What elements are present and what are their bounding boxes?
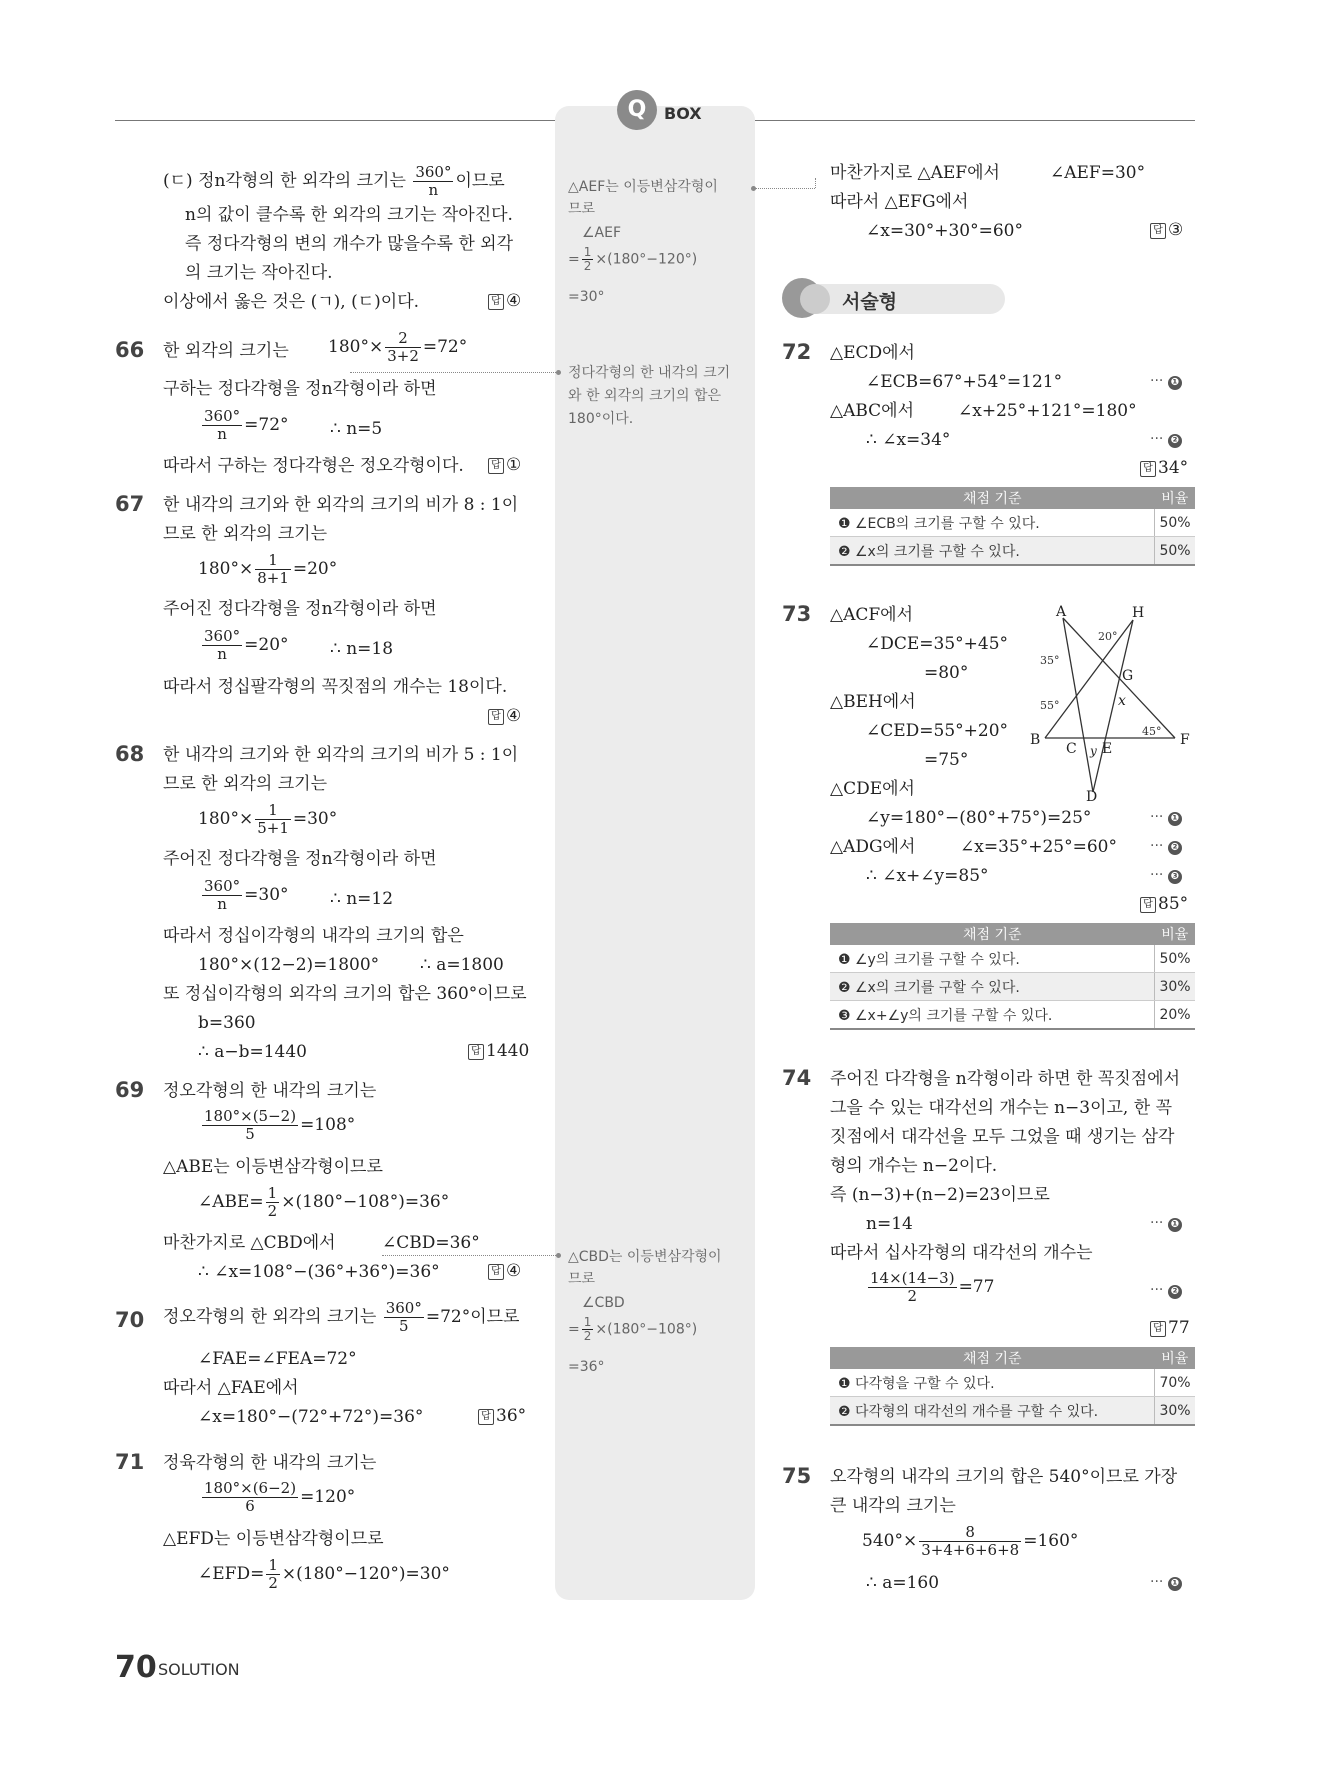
answer-68: 답 1440 (468, 1041, 529, 1061)
text-line: △ECD에서 (830, 343, 915, 363)
math-line: ∴ n=18 (330, 639, 394, 659)
text-line: 따라서 △EFG에서 (830, 192, 969, 212)
problem-number: 72 (782, 340, 812, 364)
math-line: 180°× $\frac{2}{3+2}$ =72° (328, 329, 468, 365)
text-line: 형의 개수는 n−2이다. (830, 1156, 998, 1176)
math-line: ∴ n=5 (330, 419, 383, 439)
qbox-note: =36° (568, 1359, 605, 1375)
math-line: ∴ n=12 (330, 889, 394, 909)
text-line: 마찬가지로 △CBD에서 (163, 1233, 336, 1253)
qbox-note: △CBD는 이등변삼각형이 (568, 1249, 722, 1265)
answer-65: 답 ④ (488, 291, 521, 311)
section-title: 서술형 (842, 291, 898, 313)
math-line: ∴ ∠x=108°−(36°+36°)=36° (198, 1262, 440, 1282)
qbox-note: ∠CBD (582, 1295, 625, 1311)
problem-number: 71 (115, 1450, 145, 1474)
text-line: 그을 수 있는 대각선의 개수는 n−3이고, 한 꼭 (830, 1098, 1172, 1118)
answer-69: 답 ④ (488, 1261, 521, 1281)
step-marker: ··· ❷ (1150, 431, 1182, 448)
qbox-note: = $\frac{1}{2}$ ×(180°−120°) (568, 245, 698, 273)
math-line: b=360 (198, 1013, 256, 1033)
math-line: 180°×(12−2)=1800° (198, 955, 380, 975)
text-line: 따라서 정십팔각형의 꼭짓점의 개수는 18이다. (163, 677, 508, 697)
text-line: 정오각형의 한 내각의 크기는 (163, 1081, 377, 1101)
answer-71: 답 ③ (1150, 220, 1183, 240)
math-line: ∠ECB=67°+54°=121° (866, 372, 1063, 392)
angle-20: 20° (1098, 630, 1118, 643)
text-line: 오각형의 내각의 크기의 합은 540°이므로 가장 (830, 1467, 1178, 1487)
angle-55: 55° (1040, 699, 1060, 712)
text-line: △ACF에서 (830, 605, 913, 625)
answer-73: 답 85° (1140, 894, 1188, 914)
math-line: ∠CBD=36° (382, 1233, 480, 1253)
edge-AD (1063, 618, 1093, 792)
text-line: 한 내각의 크기와 한 외각의 크기의 비가 5 : 1이 (163, 745, 519, 765)
math-line: ∠x+25°+121°=180° (958, 401, 1137, 421)
leader-line (382, 1255, 556, 1256)
problem-number: 75 (782, 1464, 812, 1488)
label-D: D (1086, 789, 1098, 805)
text-line: △ABE는 이등변삼각형이므로 (163, 1157, 383, 1177)
qbox-note: 와 한 외각의 크기의 합은 (568, 388, 722, 404)
label-E: E (1102, 741, 1113, 757)
text-line: △BEH에서 (830, 692, 916, 712)
problem-number: 73 (782, 602, 812, 626)
problem-number: 74 (782, 1066, 812, 1090)
math-line: 180°× $\frac{1}{5+1}$ =30° (198, 801, 338, 837)
grading-table-72: 채점 기준 비율 ❶ ∠ECB의 크기를 구할 수 있다. 50% ❷ ∠x의 크기를 구할 수 있다. 50% (830, 487, 1195, 566)
qbox-note: 180°이다. (568, 411, 634, 427)
text-line: 주어진 정다각형을 정n각형이라 하면 (163, 599, 437, 619)
leader-line (815, 178, 816, 188)
angle-45: 45° (1142, 725, 1162, 738)
math-line: 540°× $\frac{8}{3+4+6+6+8}$ =160° (862, 1523, 1079, 1559)
label-F: F (1180, 732, 1190, 748)
qbox-badge: Q (617, 90, 657, 130)
problem-number: 68 (115, 742, 145, 766)
text-line: 므로 한 외각의 크기는 (163, 524, 328, 544)
text-line: 따라서 구하는 정다각형은 정오각형이다. (163, 456, 464, 476)
math-line: ∴ a=160 (866, 1573, 940, 1593)
leader-line (755, 188, 815, 189)
text-line: △EFD는 이등변삼각형이므로 (163, 1529, 384, 1549)
math-line: ∴ a=1800 (420, 955, 504, 975)
footer-label: SOLUTION (158, 1660, 240, 1679)
math-line: ∠x=35°+25°=60° (960, 837, 1117, 857)
text-line: 주어진 다각형을 n각형이라 하면 한 꼭짓점에서 (830, 1069, 1180, 1089)
text-line: 따라서 △FAE에서 (163, 1378, 299, 1398)
math-line: $\frac{360^\circ}{n}$ =20° (204, 627, 289, 663)
text-line: 큰 내각의 크기는 (830, 1496, 956, 1516)
problem-number: 66 (115, 338, 145, 362)
step-marker: ··· ❷ (1150, 1282, 1182, 1299)
grading-table-73: 채점 기준 비율 ❶ ∠y의 크기를 구할 수 있다. 50% ❷ ∠x의 크기를 구할 수 있다. 30% ❸ ∠x+∠y의 크기를 구할 수 있다. 20% (830, 923, 1195, 1030)
qbox-note: ∠AEF (582, 225, 622, 241)
math-line: $\frac{180^\circ\times(5-2)}{5}$ =108° (204, 1107, 356, 1143)
text-line: 따라서 십사각형의 대각선의 개수는 (830, 1243, 1093, 1263)
text-line: △CDE에서 (830, 779, 915, 799)
text-line: △ABC에서 (830, 401, 915, 421)
math-line: $\frac{360^\circ}{n}$ =30° (204, 877, 289, 913)
step-marker: ··· ❸ (1150, 867, 1182, 884)
math-line: ∴ a−b=1440 (198, 1042, 307, 1062)
answer-72: 답 34° (1140, 458, 1188, 478)
qbox-note: 므로 (568, 1271, 596, 1287)
page-number: 70 (115, 1650, 157, 1685)
qbox-note: △AEF는 이등변삼각형이 (568, 179, 718, 195)
math-line: ∠ABE= $\frac{1}{2}$ ×(180°−108°)=36° (198, 1184, 450, 1220)
math-line: ∴ ∠x+∠y=85° (866, 866, 989, 886)
math-line: =80° (924, 663, 969, 683)
qbox-note: 므로 (568, 201, 596, 217)
math-line: ∴ ∠x=34° (866, 430, 951, 450)
math-line: ∠AEF=30° (1050, 163, 1146, 183)
qbox-label: BOX (664, 104, 702, 123)
math-line: n=14 (866, 1214, 913, 1234)
text-line: 즉 정다각형의 변의 개수가 많을수록 한 외각 (185, 234, 514, 254)
text-line: 이상에서 옳은 것은 (ㄱ), (ㄷ)이다. (163, 292, 420, 312)
text-line: n의 값이 클수록 한 외각의 크기는 작아진다. (185, 205, 513, 225)
leader-dot (556, 370, 561, 375)
math-line: 정오각형의 한 외각의 크기는 $\frac{360^\circ}{5}$ =72°이므로 (163, 1299, 520, 1335)
text-line: 므로 한 외각의 크기는 (163, 774, 328, 794)
problem-number: 69 (115, 1078, 145, 1102)
text-line: 즉 (n−3)+(n−2)=23이므로 (830, 1185, 1050, 1205)
text-line: 한 외각의 크기는 (163, 341, 289, 361)
math-line: ∠DCE=35°+45° (866, 634, 1009, 654)
problem-number: 67 (115, 492, 145, 516)
math-line: ∠x=180°−(72°+72°)=36° (198, 1407, 424, 1427)
label-B: B (1030, 732, 1041, 748)
label-C: C (1066, 741, 1077, 757)
text-line: 의 크기는 작아진다. (185, 263, 333, 283)
answer-70: 답 36° (478, 1406, 526, 1426)
math-line: ∠x=30°+30°=60° (866, 221, 1023, 241)
qbox-note: = $\frac{1}{2}$ ×(180°−108°) (568, 1315, 698, 1343)
leader-dot (556, 1253, 561, 1258)
step-marker: ··· ❶ (1150, 373, 1182, 390)
step-marker: ··· ❶ (1150, 1574, 1182, 1591)
qbox-note: 정다각형의 한 내각의 크기 (568, 365, 731, 381)
label-A: A (1056, 604, 1067, 620)
math-line: ∠FAE=∠FEA=72° (198, 1349, 357, 1369)
section-icon (800, 284, 830, 314)
math-line: $\frac{14\times(14-3)}{2}$ =77 (870, 1269, 995, 1305)
math-line: ∠CED=55°+20° (866, 721, 1009, 741)
math-line: $\frac{360^\circ}{n}$ =72° (204, 407, 289, 443)
math-line: =75° (924, 750, 969, 770)
math-line: ∠y=180°−(80°+75°)=25° (866, 808, 1092, 828)
label-G: G (1122, 668, 1134, 684)
problem-number: 70 (115, 1308, 145, 1332)
angle-35: 35° (1040, 654, 1060, 667)
label-y: y (1090, 744, 1097, 758)
answer-74: 답 77 (1150, 1318, 1190, 1338)
qbox-note: =30° (568, 289, 605, 305)
math-line: $\frac{180^\circ\times(6-2)}{6}$ =120° (204, 1479, 356, 1515)
label-H: H (1132, 605, 1145, 621)
text-line: 구하는 정다각형을 정n각형이라 하면 (163, 379, 437, 399)
text-line: 또 정십이각형의 외각의 크기의 합은 360°이므로 (163, 984, 527, 1004)
grading-table-74: 채점 기준 비율 ❶ 다각형을 구할 수 있다. 70% ❷ 다각형의 대각선의 개수를 구할 수 있다. 30% (830, 1347, 1195, 1426)
text-line: 따라서 정십이각형의 내각의 크기의 합은 (163, 926, 464, 946)
label-x: x (1118, 693, 1126, 709)
answer-67: 답 ④ (488, 706, 521, 726)
text-line: △ADG에서 (830, 837, 916, 857)
text-line: 짓점에서 대각선을 모두 그었을 때 생기는 삼각 (830, 1127, 1175, 1147)
step-marker: ··· ❶ (1150, 809, 1182, 826)
text-line: 마찬가지로 △AEF에서 (830, 163, 1000, 183)
text-line: 한 내각의 크기와 한 외각의 크기의 비가 8 : 1이 (163, 495, 519, 515)
star-figure (1030, 600, 1200, 805)
math-line: ∠EFD= $\frac{1}{2}$ ×(180°−120°)=30° (198, 1556, 450, 1592)
step-marker: ··· ❶ (1150, 1215, 1182, 1232)
step-marker: ··· ❷ (1150, 838, 1182, 855)
text-line: (ㄷ) 정n각형의 한 외각의 크기는 $\frac{360^\circ}{n}$ 이므로 (163, 163, 505, 199)
text-line: 주어진 정다각형을 정n각형이라 하면 (163, 849, 437, 869)
answer-66: 답 ① (488, 455, 521, 475)
leader-line (350, 372, 556, 373)
text-line: 정육각형의 한 내각의 크기는 (163, 1453, 377, 1473)
math-line: 180°× $\frac{1}{8+1}$ =20° (198, 551, 338, 587)
